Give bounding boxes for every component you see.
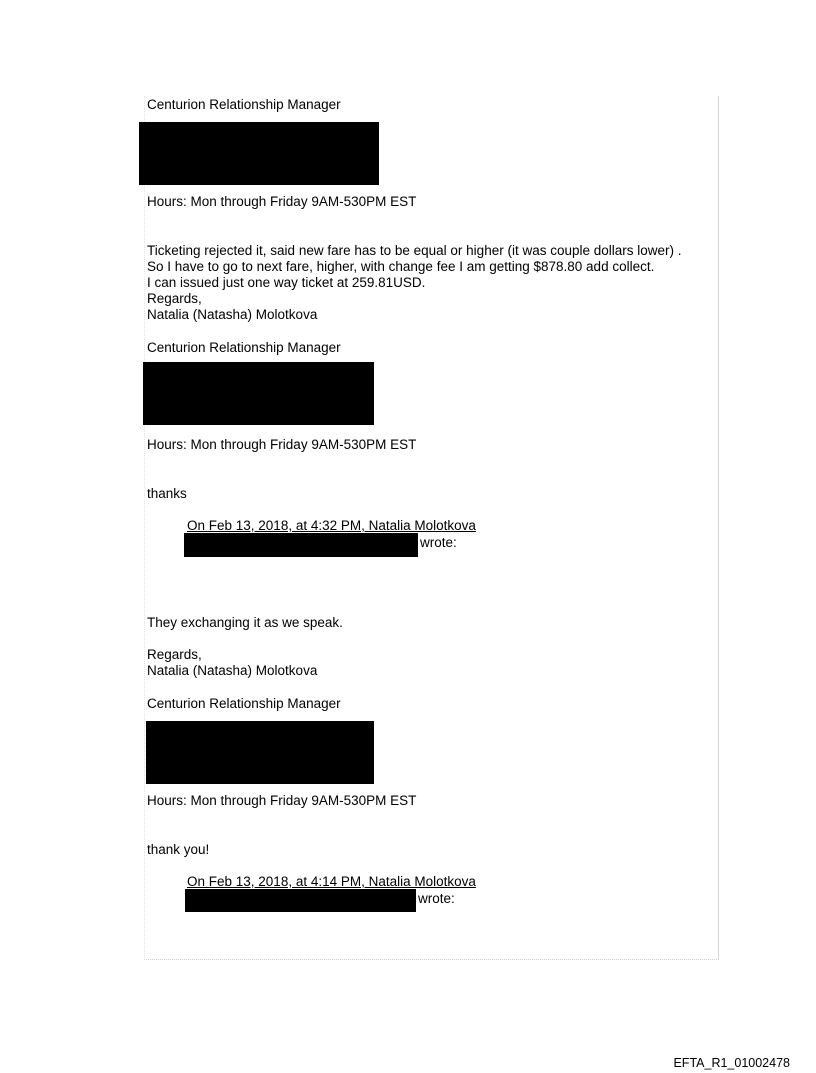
signature-title: Centurion Relationship Manager	[147, 340, 341, 355]
redacted-block	[146, 721, 374, 784]
message-line: I can issued just one way ticket at 259.81USD.	[147, 275, 426, 290]
hours-line: Hours: Mon through Friday 9AM-530PM EST	[147, 437, 417, 452]
regards-line: Regards,	[147, 291, 202, 306]
signature-title: Centurion Relationship Manager	[147, 97, 341, 112]
quote-wrote: wrote:	[418, 891, 455, 906]
reply-text: thanks	[147, 486, 187, 501]
message-line: They exchanging it as we speak.	[147, 615, 343, 630]
redacted-email	[185, 889, 416, 912]
document-id: EFTA_R1_01002478	[673, 1056, 790, 1070]
redacted-block	[143, 362, 374, 425]
regards-line: Regards,	[147, 647, 202, 662]
redacted-email	[184, 533, 418, 557]
hours-line: Hours: Mon through Friday 9AM-530PM EST	[147, 194, 417, 209]
redacted-block	[139, 122, 379, 185]
sender-name: Natalia (Natasha) Molotkova	[147, 663, 318, 678]
reply-text: thank you!	[147, 842, 210, 857]
message-line: Ticketing rejected it, said new fare has to be equal or higher (it was couple dollars lower) .	[147, 243, 682, 258]
sender-name: Natalia (Natasha) Molotkova	[147, 307, 318, 322]
hours-line: Hours: Mon through Friday 9AM-530PM EST	[147, 793, 417, 808]
quote-header: On Feb 13, 2018, at 4:32 PM, Natalia Molotkova	[187, 518, 476, 533]
signature-title: Centurion Relationship Manager	[147, 696, 341, 711]
quote-header: On Feb 13, 2018, at 4:14 PM, Natalia Molotkova	[187, 874, 476, 889]
quote-wrote: wrote:	[420, 535, 457, 550]
message-line: So I have to go to next fare, higher, with change fee I am getting $878.80 add collect.	[147, 259, 655, 274]
